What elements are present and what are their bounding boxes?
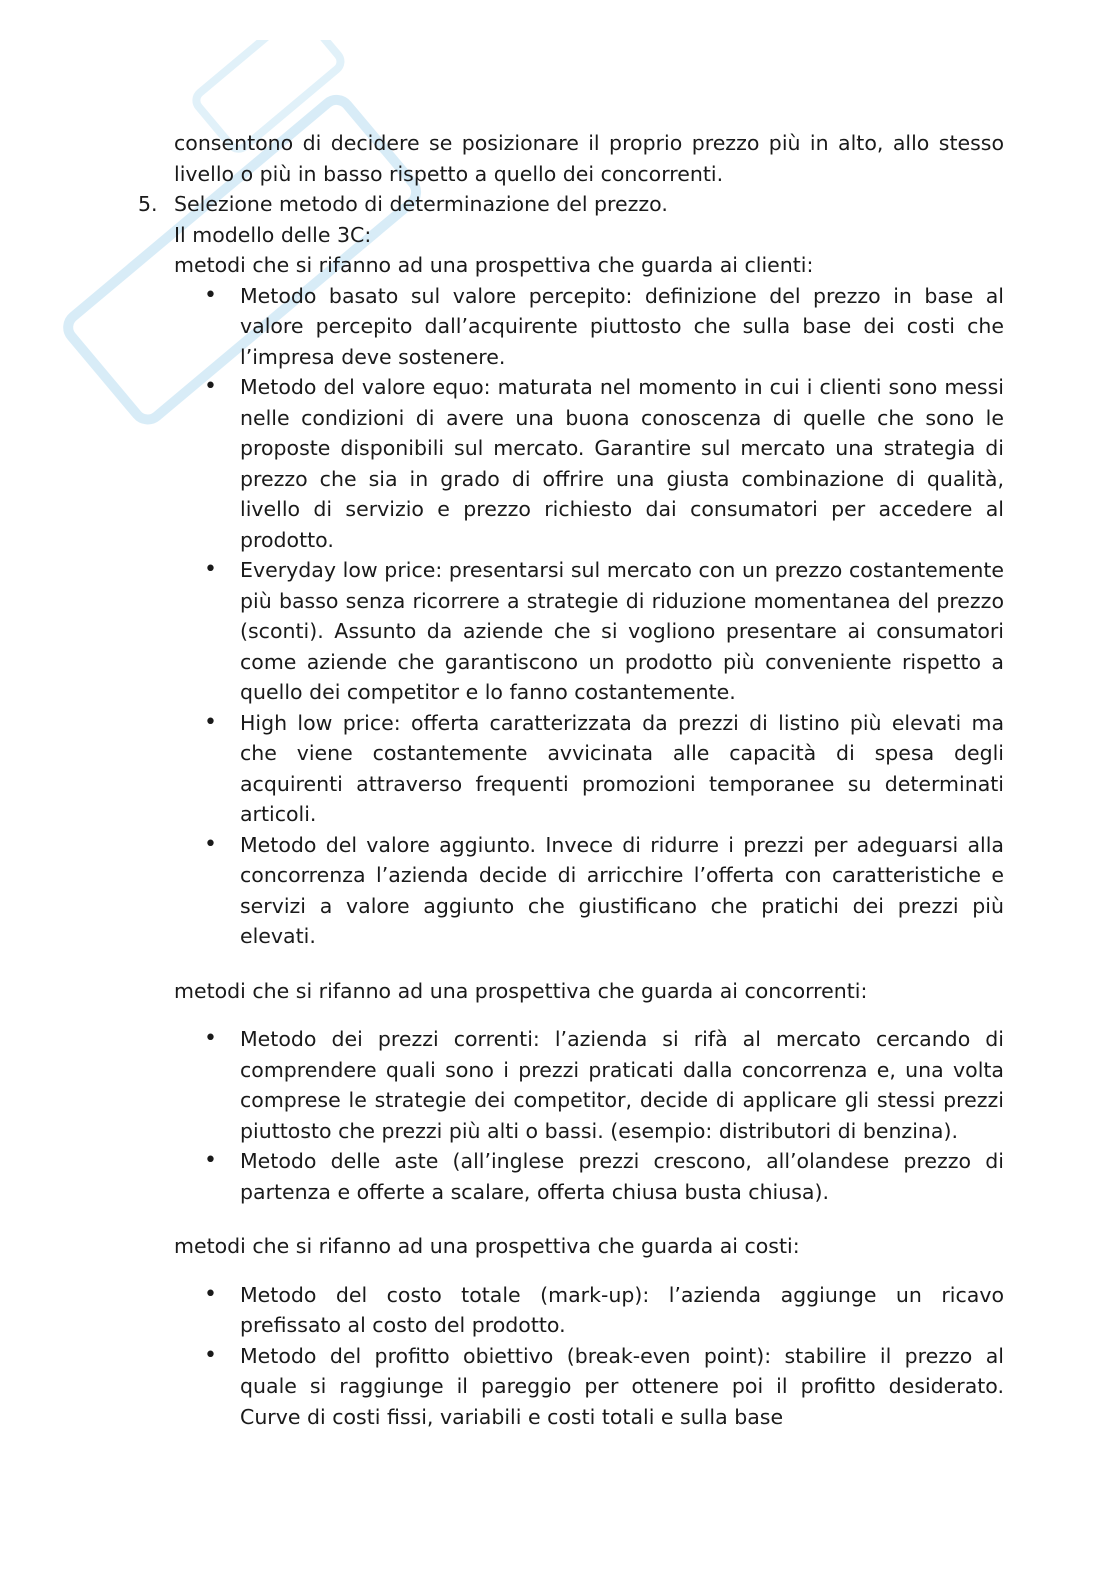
list-item: • Metodo dei prezzi correnti: l’azienda si rifà al mercato cercando di comprendere quali sono i prezzi praticati dalla concorrenza e, una volta comprese le strategie dei competitor, decide di applicare gli stessi prezzi piuttosto che prezzi più alti o bassi. (esempio: distributori di benzina).: [174, 1024, 1004, 1146]
spacer: [138, 1207, 1004, 1231]
list-item: • Metodo del valore aggiunto. Invece di ridurre i prezzi per adeguarsi alla concorrenza l’azienda decide di arricchire l’offerta con caratteristiche e servizi a valore aggiunto che giustificano che pratichi dei prezzi più elevati.: [174, 830, 1004, 952]
bullet-list-clients: [174, 281, 1004, 952]
bullet-list-costs: [174, 1280, 1004, 1433]
numbered-item-5: [138, 189, 1004, 220]
bullet-list-competitors: [174, 1024, 1004, 1207]
section-heading-competitors: metodi che si rifanno ad una prospettiva che guarda ai concorrenti:: [174, 978, 868, 1003]
section-heading-clients: metodi che si rifanno ad una prospettiva che guarda ai clienti:: [174, 253, 814, 277]
list-item: • High low price: offerta caratterizzata da prezzi di listino più elevati ma che viene costantemente avvicinata alle capacità di spesa degli acquirenti attraverso frequenti promozioni temporanee su determinati articoli.: [174, 708, 1004, 830]
spacer: [138, 1006, 1004, 1024]
list-item: • Metodo delle aste (all’inglese prezzi crescono, all’olandese prezzo di partenza e offerte a scalare, offerta chiusa busta chiusa).: [174, 1146, 1004, 1207]
list-item: • Metodo del profitto obiettivo (break-even point): stabilire il prezzo al quale si raggiunge il pareggio per ottenere poi il profitto desiderato. Curve di costi fissi, variabili e costi totali e sulla base: [174, 1341, 1004, 1433]
spacer: [138, 1262, 1004, 1280]
list-item: • Metodo del costo totale (mark-up): l’azienda aggiunge un ricavo prefissato al costo del prodotto.: [174, 1280, 1004, 1341]
section-heading-costs: metodi che si rifanno ad una prospettiva che guarda ai costi:: [174, 1234, 800, 1258]
model-subtitle: Il modello delle 3C:: [174, 222, 372, 247]
intro-continuation: consentono di decidere se posizionare il proprio prezzo più in alto, allo stesso livello o più in basso rispetto a quello dei concorrenti.: [174, 131, 1004, 186]
item-number: 5.: [138, 192, 158, 216]
list-item: • Metodo del valore equo: maturata nel momento in cui i clienti sono messi nelle condizioni di avere una buona conoscenza di quelle che sono le proposte disponibili sul mercato. Garantire sul mercato una strategia di prezzo che sia in grado di offrire una giusta combinazione di qualità, livello di servizio e prezzo richiesto dai consumatori per accedere al prodotto.: [174, 372, 1004, 555]
list-item: • Metodo basato sul valore percepito: definizione del prezzo in base al valore percepito dall’acquirente piuttosto che sulla base dei costi che l’impresa deve sostenere.: [174, 281, 1004, 373]
list-item: • Everyday low price: presentarsi sul mercato con un prezzo costantemente più basso senza ricorrere a strategie di riduzione momentanea del prezzo (sconti). Assunto da aziende che si vogliono presentare ai consumatori come aziende che garantiscono un prodotto più conveniente rispetto a quello dei competitor e lo fanno costantemente.: [174, 555, 1004, 708]
document-page: [138, 128, 1004, 1432]
spacer: [138, 952, 1004, 976]
item-title: Selezione metodo di determinazione del prezzo.: [174, 192, 668, 216]
